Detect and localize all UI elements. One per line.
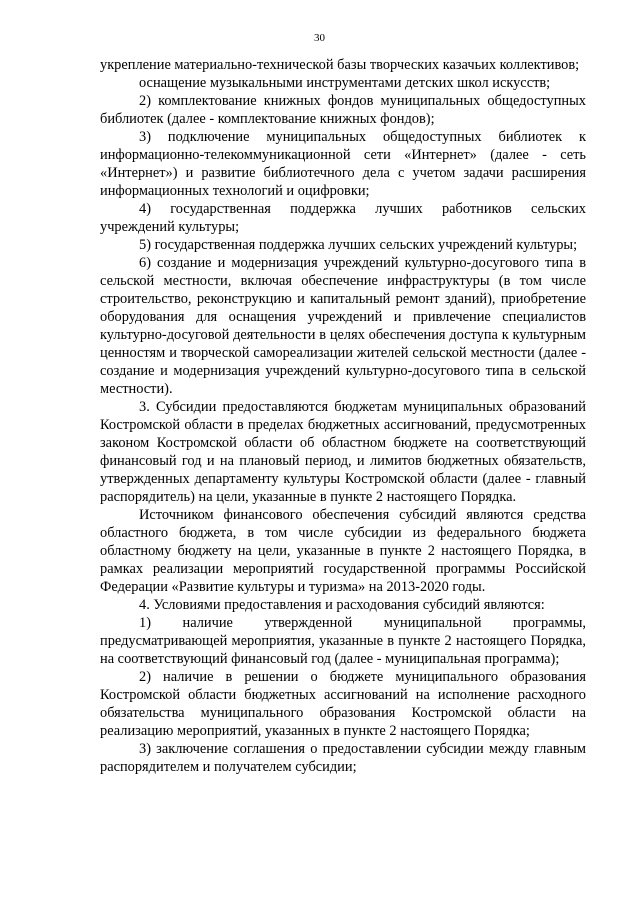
paragraph-condition-2: 2) наличие в решении о бюджете муниципального образования Костромской области бюджетных ассигнований на исполнение расходного обязательства муниципального образования Костромской области на реализацию мероприятий, указанных в пункте 2 настоящего Порядка;: [100, 669, 586, 739]
paragraph-section-3: 3. Субсидии предоставляются бюджетам муниципальных образований Костромской области в пределах бюджетных ассигнований, предусмотренных законом Костромской области об областном бюджете на соответствующий финансовый год и на плановый период, и лимитов бюджетных обязательств, утвержденных департаменту культуры Костромской области (далее - главный распорядитель) на цели, указанные в пункте 2 настоящего Порядка.: [100, 399, 586, 505]
paragraph-item-4: 4) государственная поддержка лучших работников сельских учреждений культуры;: [100, 201, 586, 235]
paragraph-section-4: 4. Условиями предоставления и расходования субсидий являются:: [139, 597, 545, 613]
document-body: [100, 56, 586, 776]
paragraph-item-5: 5) государственная поддержка лучших сельских учреждений культуры;: [139, 237, 578, 253]
page-number: 30: [314, 32, 325, 44]
paragraph-music-instruments: оснащение музыкальными инструментами детских школ искусств;: [139, 75, 551, 91]
paragraph-item-2: 2) комплектование книжных фондов муниципальных общедоступных библиотек (далее - комплектование книжных фондов);: [100, 93, 586, 127]
paragraph-item-3: 3) подключение муниципальных общедоступных библиотек к информационно-телекоммуникационной сети «Интернет» (далее - сеть «Интернет») и развитие библиотечного дела с учетом задачи расширения информационных технологий и оцифровки;: [100, 129, 586, 199]
paragraph-funding-source: Источником финансового обеспечения субсидий являются средства областного бюджета, в том числе субсидии из федерального бюджета областному бюджету на цели, указанные в пункте 2 настоящего Порядка, в рамках реализации мероприятий государственной программы Российской Федерации «Развитие культуры и туризма» на 2013-2020 годы.: [100, 507, 586, 595]
paragraph-condition-3: 3) заключение соглашения о предоставлении субсидии между главным распорядителем и получателем субсидии;: [100, 741, 586, 775]
paragraph-continuation: укрепление материально-технической базы творческих казачьих коллективов;: [100, 57, 580, 73]
paragraph-item-6: 6) создание и модернизация учреждений культурно-досугового типа в сельской местности, включая обеспечение инфраструктуры (в том числе строительство, реконструкцию и капитальный ремонт зданий), приобретение оборудования для оснащения учреждений и привлечение специалистов культурно-досуговой деятельности в целях обеспечения доступа к культурным ценностям и творческой самореализации жителей сельской местности (далее - создание и модернизация учреждений культурно-досугового типа в сельской местности).: [100, 255, 586, 397]
paragraph-condition-1: 1) наличие утвержденной муниципальной программы, предусматривающей мероприятия, указанные в пункте 2 настоящего Порядка, на соответствующий финансовый год (далее - муниципальная программа);: [100, 615, 586, 667]
